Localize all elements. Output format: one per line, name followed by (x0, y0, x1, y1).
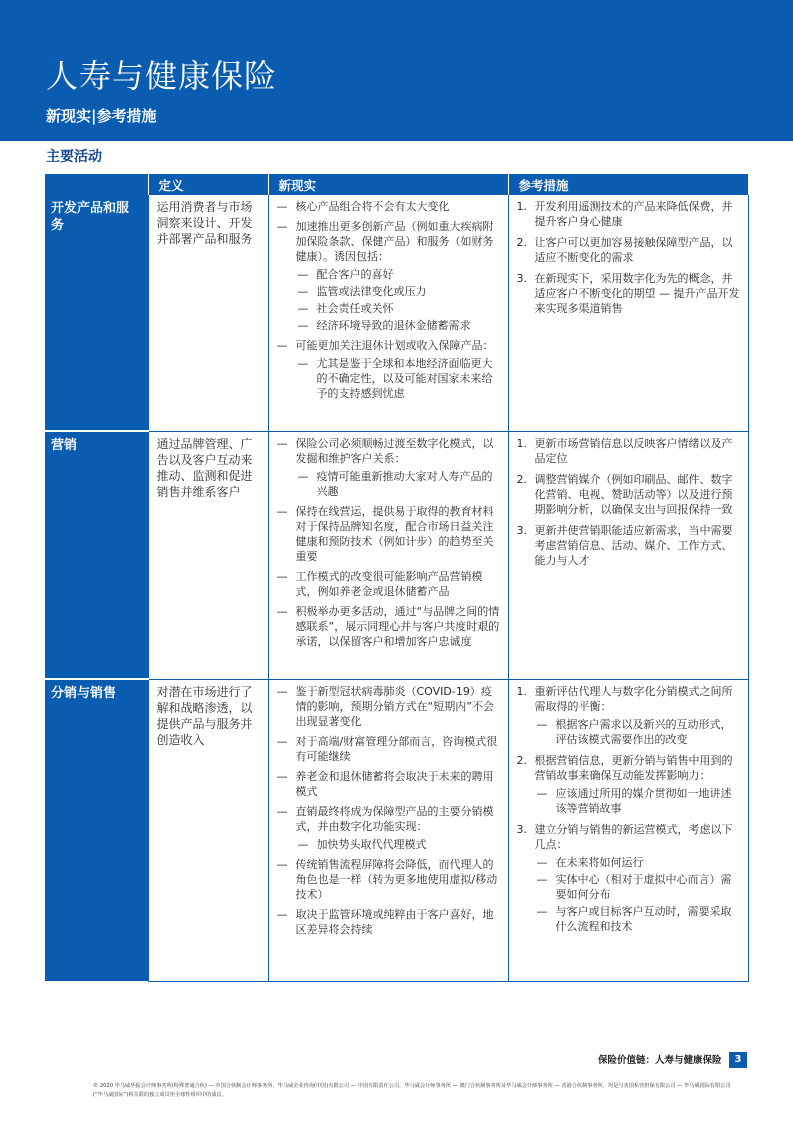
measures-list (517, 436, 741, 568)
reality-list (277, 684, 501, 937)
sub-list (298, 356, 501, 401)
footer-label: 保险价值链：人寿与健康保险 (598, 1055, 722, 1066)
list-item-number: 2. (516, 753, 527, 767)
list-item-text: 核心产品组合将不会有太大变化 (295, 200, 450, 213)
list-item-text: 取决于监管环境或纯粹由于客户喜好，地区差异将会持续 (295, 907, 494, 936)
header-cell-reality: 新现实 (268, 174, 508, 195)
list-item (277, 569, 501, 599)
list-item (517, 822, 741, 934)
list-item (277, 857, 501, 902)
list-item-text: 可能更加关注退休计划或收入保障产品： (295, 339, 494, 352)
row-measures (508, 679, 748, 981)
sub-list-item: — 监管或法律变化或压力 (298, 284, 501, 299)
sub-list (537, 717, 741, 747)
list-item (517, 472, 741, 517)
row-reality (268, 679, 508, 981)
table-row (45, 679, 748, 981)
sub-list (298, 837, 501, 852)
sub-list-item: — 与客户或目标客户互动时，需要采取什么流程和技术 (537, 904, 741, 934)
page-title: 人寿与健康保险 (46, 57, 278, 95)
sub-list-item: — 根据客户需求以及新兴的互动形式，评估该模式需要作出的改变 (537, 717, 741, 747)
table-header-row (45, 174, 748, 195)
list-item-text: 建立分销与销售的新运营模式，考虑以下几点： (534, 822, 733, 851)
list-item-number: 1. (516, 684, 527, 698)
sub-list (298, 267, 501, 333)
list-item (277, 734, 501, 764)
reality-list (277, 436, 501, 649)
list-item-text: 让客户可以更加容易接触保障型产品，以适应不断变化的需求 (534, 236, 733, 264)
list-item-text: 更新并使营销职能适应新需求，当中需要考虑营销信息、活动、媒介、工作方式、能力与人才 (534, 523, 733, 567)
list-item (277, 769, 501, 799)
sub-list (537, 855, 741, 934)
measures-list (517, 684, 741, 934)
row-reality (268, 195, 508, 431)
list-item (277, 907, 501, 937)
header-banner (0, 0, 793, 141)
list-item-number: 1. (516, 436, 527, 450)
table-row (45, 431, 748, 679)
list-item (277, 219, 501, 333)
list-item (517, 436, 741, 466)
sub-list-item: — 疫情可能重新推动大家对人寿产品的兴趣 (298, 469, 501, 499)
legal-notice: © 2020 毕马威华振会计师事务所(特殊普通合伙) — 中国合伙制会计师事务所，毕马威企业咨询(中国)有限公司 — 中国有限责任公司，毕马威会计师事务所 — 澳门合伙制事务所及毕马威会计师事务所 — 香港合伙制事务所，均是与英国私营担保有限公司 — 毕马威国际有限公司(“毕马威国际”)相关联的独立成员所全球性组织中的成员。 (93, 1083, 731, 1098)
list-item-text: 工作模式的改变很可能影响产品营销模式，例如养老金或退休储蓄产品 (295, 569, 483, 598)
list-item (277, 199, 501, 214)
table-body (45, 195, 748, 981)
list-item (277, 338, 501, 401)
sub-list-item: — 经济环境导致的退休金储蓄需求 (298, 318, 501, 333)
list-item-text: 传统销售流程屏障将会降低，而代理人的角色也是一样（转为更多地使用虚拟/移动技术） (295, 857, 498, 901)
row-measures (508, 431, 748, 679)
list-item-text: 调整营销媒介（例如印刷品、邮件、数字化营销、电视、赞助活动等）以及进行预期影响分析，以确保支出与回报保持一致 (534, 472, 733, 516)
row-reality (268, 431, 508, 679)
list-item (277, 804, 501, 852)
sub-list-item: — 社会责任或关怀 (298, 301, 501, 316)
list-item (277, 684, 501, 729)
row-label: 营销 (45, 431, 148, 679)
list-item-number: 1. (516, 200, 527, 213)
page-number: 3 (729, 1052, 747, 1068)
sub-list-item: — 加快势头取代代理模式 (298, 837, 501, 852)
list-item-number: 2. (516, 236, 527, 249)
sub-list-item: — 应该通过所用的媒介贯彻如一地讲述该等营销故事 (537, 786, 741, 816)
list-item-text: 对于高端/财富管理分部而言，咨询模式很有可能继续 (295, 734, 498, 763)
header-cell-definition: 定义 (148, 174, 268, 195)
list-item-number: 2. (516, 472, 527, 486)
list-item (517, 271, 741, 316)
list-item-text: 鉴于新型冠状病毒肺炎（COVID-19）疫情的影响，预期分销方式在“短期内”不会出现显著变化 (295, 684, 494, 728)
list-item-number: 3. (516, 272, 527, 285)
list-item (517, 523, 741, 568)
list-item (277, 604, 501, 649)
list-item-text: 根据营销信息，更新分销与销售中用到的营销故事来确保互动能发挥影响力： (534, 753, 733, 782)
list-item-text: 保险公司必须顺畅过渡至数字化模式，以发掘和维护客户关系： (295, 436, 494, 465)
sub-list (537, 786, 741, 816)
list-item-text: 在新现实下，采用数字化为先的概念，并适应客户不断变化的期望 — 提升产品开发来实现多渠道销售 (534, 272, 740, 315)
measures-list (517, 199, 741, 316)
sub-list-item: — 尤其是鉴于全球和本地经济面临更大的不确定性，以及可能对国家未来给予的支持感到忧虑 (298, 356, 501, 401)
list-item-text: 积极举办更多活动，通过“与品牌之间的情感联系”，展示同理心并与客户共度时艰的承诺，以保留客户和增加客户忠诚度 (295, 604, 500, 648)
row-definition: 对潜在市场进行了解和战略渗透，以提供产品与服务并创造收入 (148, 679, 268, 981)
row-measures (508, 195, 748, 431)
row-label: 开发产品和服务 (45, 195, 148, 431)
list-item-text: 开发利用遥测技术的产品来降低保费，并提升客户身心健康 (534, 200, 733, 228)
row-label: 分销与销售 (45, 679, 148, 981)
list-item (517, 235, 741, 265)
sub-list-item: — 实体中心（相对于虚拟中心而言）需要如何分布 (537, 872, 741, 902)
row-definition: 运用消费者与市场洞察来设计、开发并部署产品和服务 (148, 195, 268, 431)
list-item-number: 3. (516, 822, 527, 836)
reality-list (277, 199, 501, 401)
list-item (517, 753, 741, 816)
activities-table (45, 174, 749, 982)
sub-list (298, 469, 501, 499)
row-definition: 通过品牌管理、广告以及客户互动来推动、监测和促进销售并维系客户 (148, 431, 268, 679)
list-item-text: 重新评估代理人与数字化分销模式之间所需取得的平衡： (534, 684, 733, 713)
section-title: 主要活动 (46, 149, 102, 165)
list-item (517, 684, 741, 747)
list-item-text: 加速推出更多创新产品（例如重大疾病附加保险条款、保健产品）和服务（如财务健康）。诱因包括： (295, 220, 494, 263)
list-item (517, 199, 741, 229)
list-item-text: 直销最终将成为保障型产品的主要分销模式，并由数字化功能实现： (295, 804, 494, 833)
table-row (45, 195, 748, 431)
header-cell-measures: 参考措施 (508, 174, 748, 195)
list-item-number: 3. (516, 523, 527, 537)
list-item-text: 更新市场营销信息以反映客户情绪以及产品定位 (534, 436, 733, 465)
page-subtitle: 新现实|参考措施 (46, 107, 157, 125)
sub-list-item: — 在未来将如何运行 (537, 855, 741, 870)
list-item (277, 436, 501, 499)
list-item (277, 504, 501, 564)
list-item-text: 保持在线营运，提供易于取得的教育材料对于保持品牌知名度，配合市场日益关注健康和预防技术（例如计步）的趋势至关重要 (295, 504, 494, 563)
header-cell-blank (45, 174, 148, 195)
sub-list-item: — 配合客户的喜好 (298, 267, 501, 282)
list-item-text: 养老金和退休储蓄将会取决于未来的聘用模式 (295, 769, 494, 798)
